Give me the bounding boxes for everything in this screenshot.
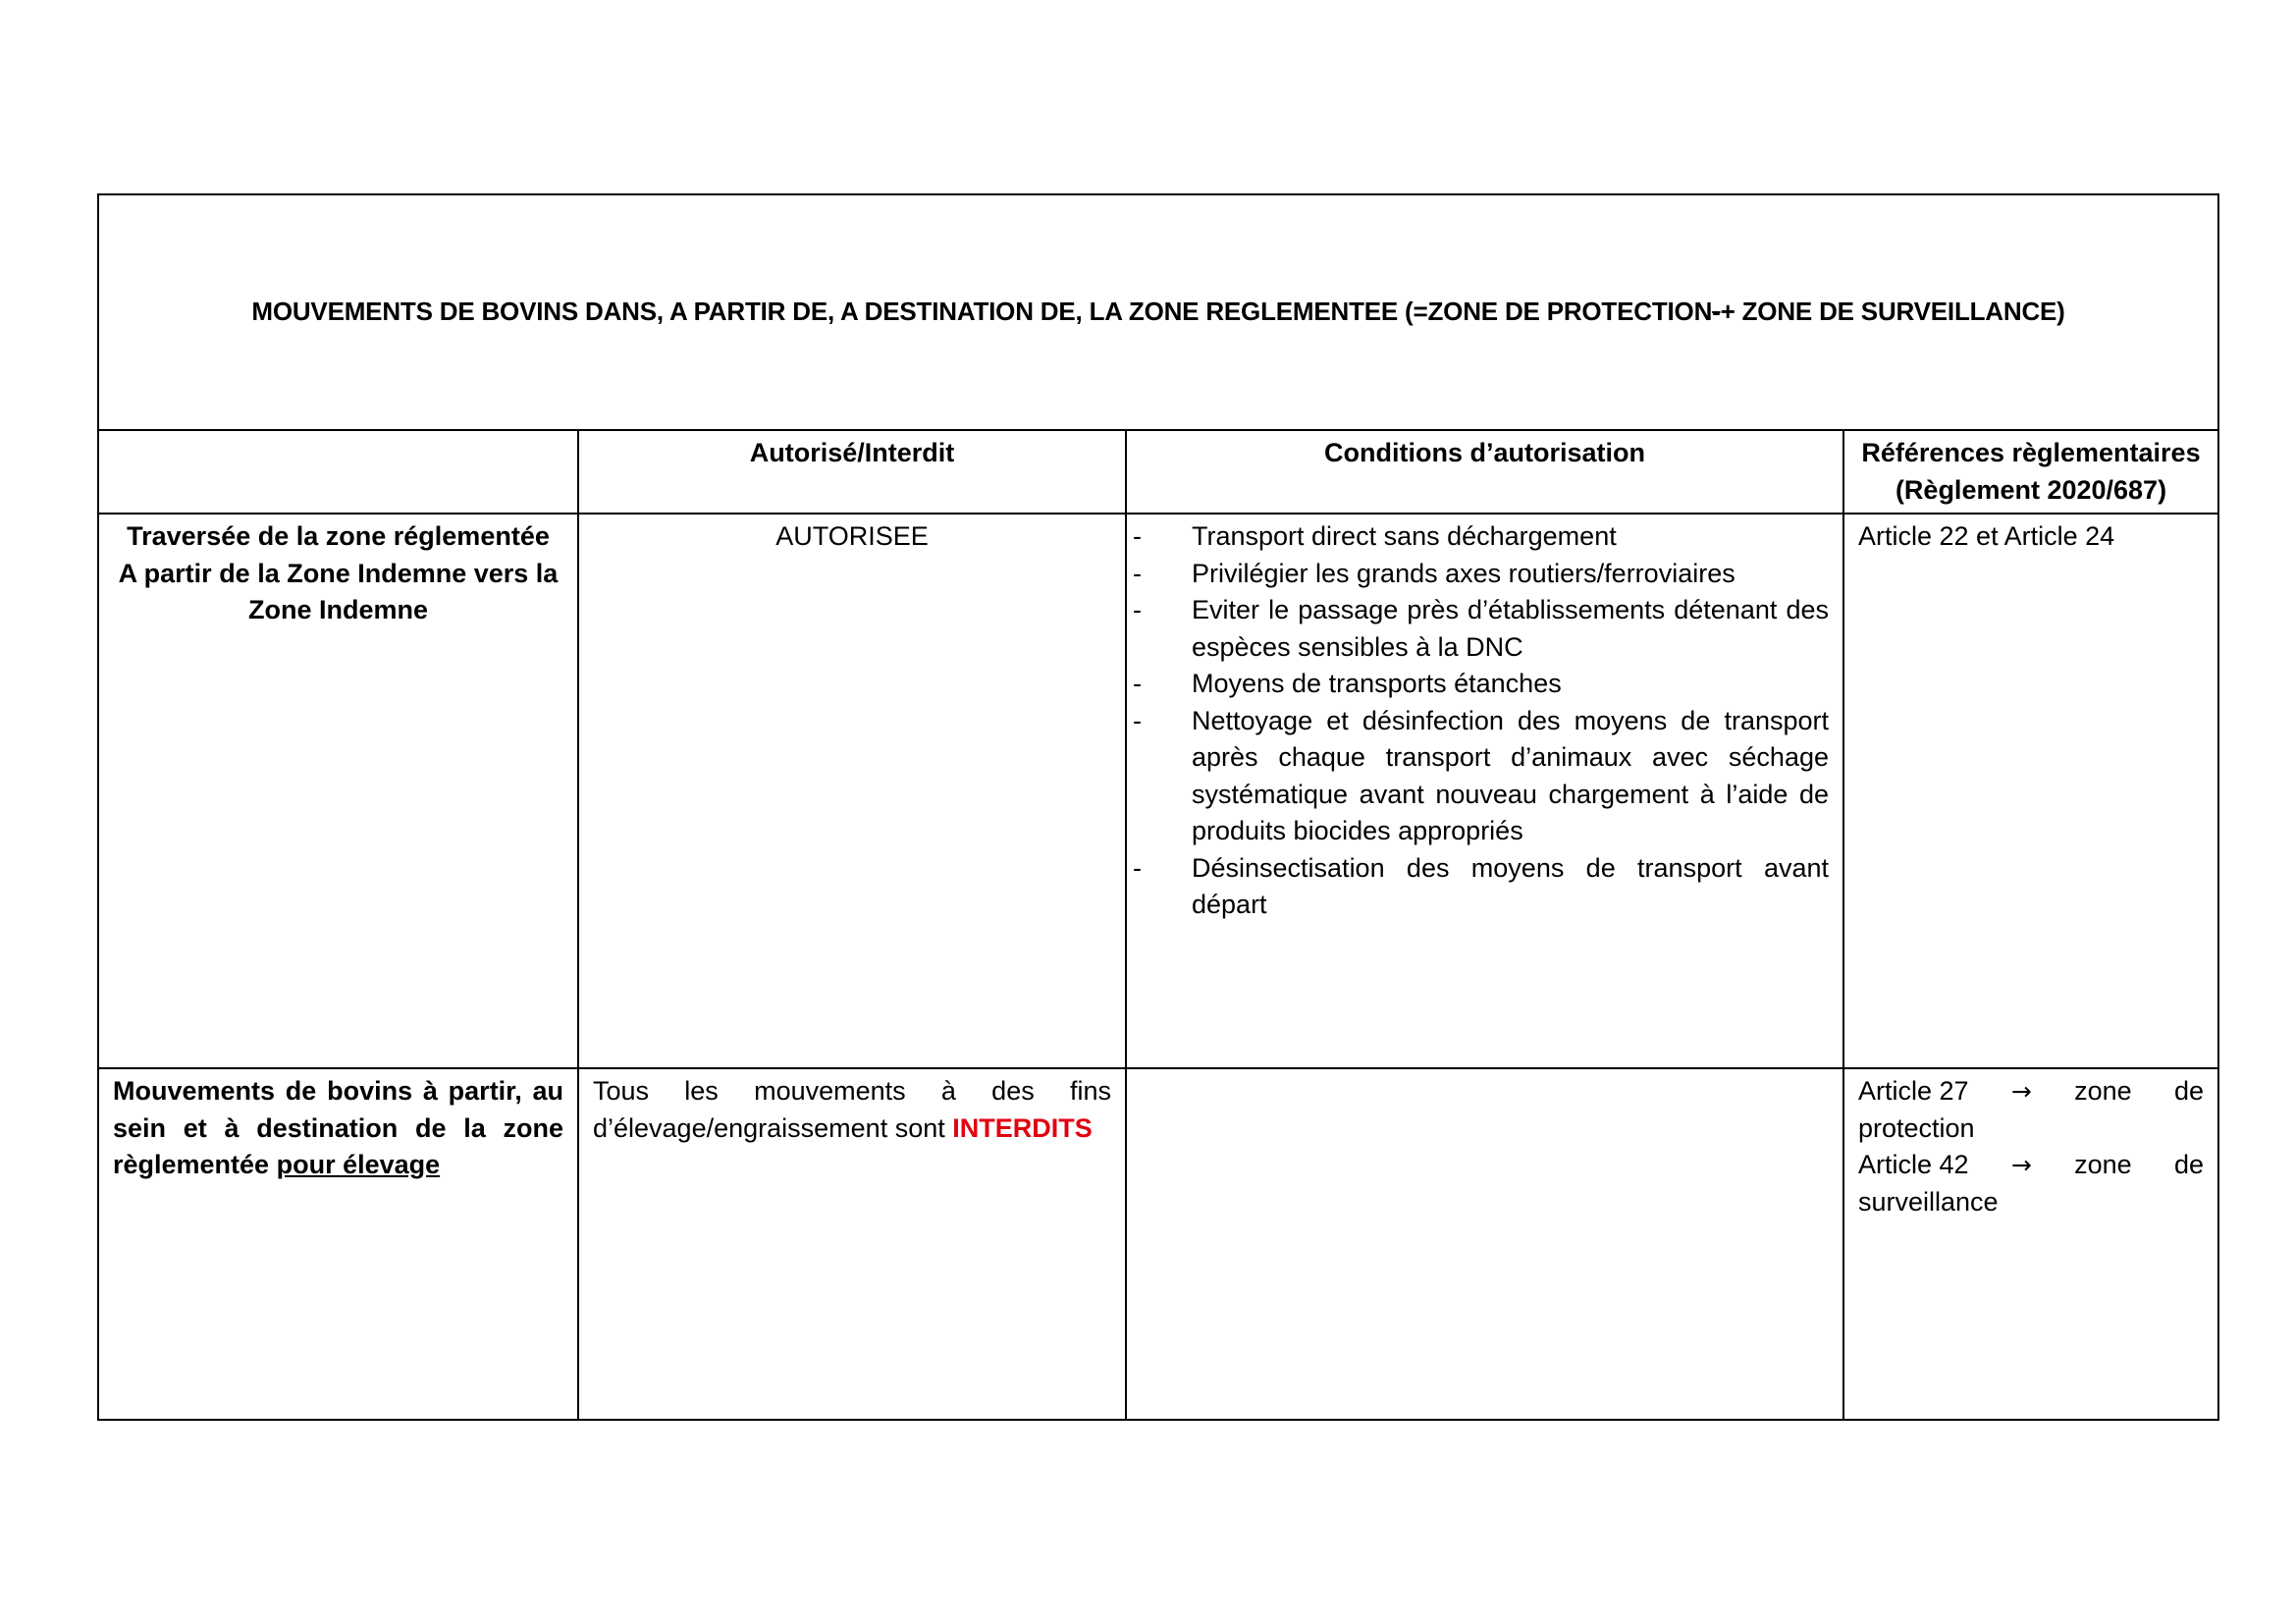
- header-col-references: [1843, 430, 2218, 514]
- row2-status-text: Tous les mouvements à des fins d’élevage/engraissement sont: [593, 1076, 1111, 1143]
- condition-item: [1133, 850, 1829, 924]
- table-row: [98, 514, 2218, 1068]
- reference-zone-rest: protection: [1858, 1112, 1975, 1143]
- dash-bullet: -: [1133, 705, 1142, 735]
- conditions-list: [1133, 518, 1829, 924]
- title-part-1: MOUVEMENTS DE BOVINS DANS, A PARTIR DE, A DESTINATION DE, LA ZONE REGLEMENTEE (=ZONE DE PROTECTION: [251, 297, 1713, 327]
- header-col-status: Autorisé/Interdit: [578, 430, 1126, 514]
- title-part-2: + ZONE DE SURVEILLANCE): [1720, 297, 2065, 327]
- right-arrow-icon: →: [2010, 1151, 2032, 1179]
- reference-article: Article 27: [1858, 1076, 1969, 1106]
- dash-bullet: -: [1133, 669, 1142, 698]
- condition-text: Privilégier les grands axes routiers/ferroviaires: [1192, 558, 1735, 588]
- condition-text: Nettoyage et désinfection des moyens de transport après chaque transport d’animaux avec séchage systématique avant nouveau chargement à l’aide de produits biocides appropriés: [1192, 705, 1829, 845]
- dash-bullet: -: [1133, 521, 1142, 551]
- row2-conditions: [1126, 1068, 1843, 1420]
- row1-reference: Article 22 et Article 24: [1843, 514, 2218, 1068]
- condition-item: [1133, 703, 1829, 850]
- header-col-subject: [98, 430, 578, 514]
- reference-zone-word1: zone: [2074, 1150, 2132, 1179]
- reference-article: Article 42: [1858, 1150, 1969, 1179]
- condition-text: Moyens de transports étanches: [1192, 669, 1562, 698]
- reference-zone-word1: zone: [2074, 1076, 2132, 1106]
- condition-text: Eviter le passage près d’établissements détenant des espèces sensibles à la DNC: [1192, 595, 1829, 662]
- header-references-line2: (Règlement 2020/687): [1895, 474, 2167, 505]
- row1-subject: [98, 514, 578, 1068]
- condition-item: [1133, 592, 1829, 666]
- condition-text: Désinsectisation des moyens de transport avant départ: [1192, 852, 1829, 919]
- dash-bullet: -: [1133, 595, 1142, 624]
- regulation-table: [97, 193, 2219, 1421]
- row2-subject: [98, 1068, 578, 1420]
- reference-line: [1858, 1073, 2204, 1110]
- right-arrow-icon: →: [2010, 1077, 2032, 1106]
- dash-bullet: -: [1133, 558, 1142, 588]
- row1-status: AUTORISEE: [578, 514, 1126, 1068]
- row2-references: [1843, 1068, 2218, 1420]
- reference-zone-rest: surveillance: [1858, 1186, 1999, 1217]
- reference-zone-word2: de: [2173, 1150, 2205, 1179]
- row2-status: [578, 1068, 1126, 1420]
- condition-item: [1133, 666, 1829, 703]
- dash-bullet: -: [1133, 852, 1142, 883]
- header-references-line1: Références règlementaires: [1861, 438, 2201, 467]
- reference-zone-word2: de: [2173, 1076, 2205, 1106]
- condition-item: [1133, 518, 1829, 556]
- row1-subject-line2: A partir de la Zone Indemne vers la Zone Indemne: [118, 558, 559, 624]
- header-row: [98, 430, 2218, 514]
- row2-status-emphasis: INTERDITS: [952, 1112, 1093, 1143]
- row1-conditions: [1126, 514, 1843, 1068]
- row2-subject-text: Mouvements de bovins à partir, au sein et à destination de la zone règlementée: [113, 1076, 563, 1179]
- table-title: [98, 194, 2218, 430]
- condition-text: Transport direct sans déchargement: [1192, 521, 1617, 551]
- condition-item: [1133, 556, 1829, 593]
- row1-subject-line1: Traversée de la zone réglementée: [127, 521, 550, 551]
- header-col-conditions: Conditions d’autorisation: [1126, 430, 1843, 514]
- table-row: [98, 1068, 2218, 1420]
- row2-subject-underlined: pour élevage: [276, 1150, 441, 1179]
- reference-line: [1858, 1147, 2204, 1184]
- title-struck-char: -: [1712, 297, 1721, 327]
- title-row: [98, 194, 2218, 430]
